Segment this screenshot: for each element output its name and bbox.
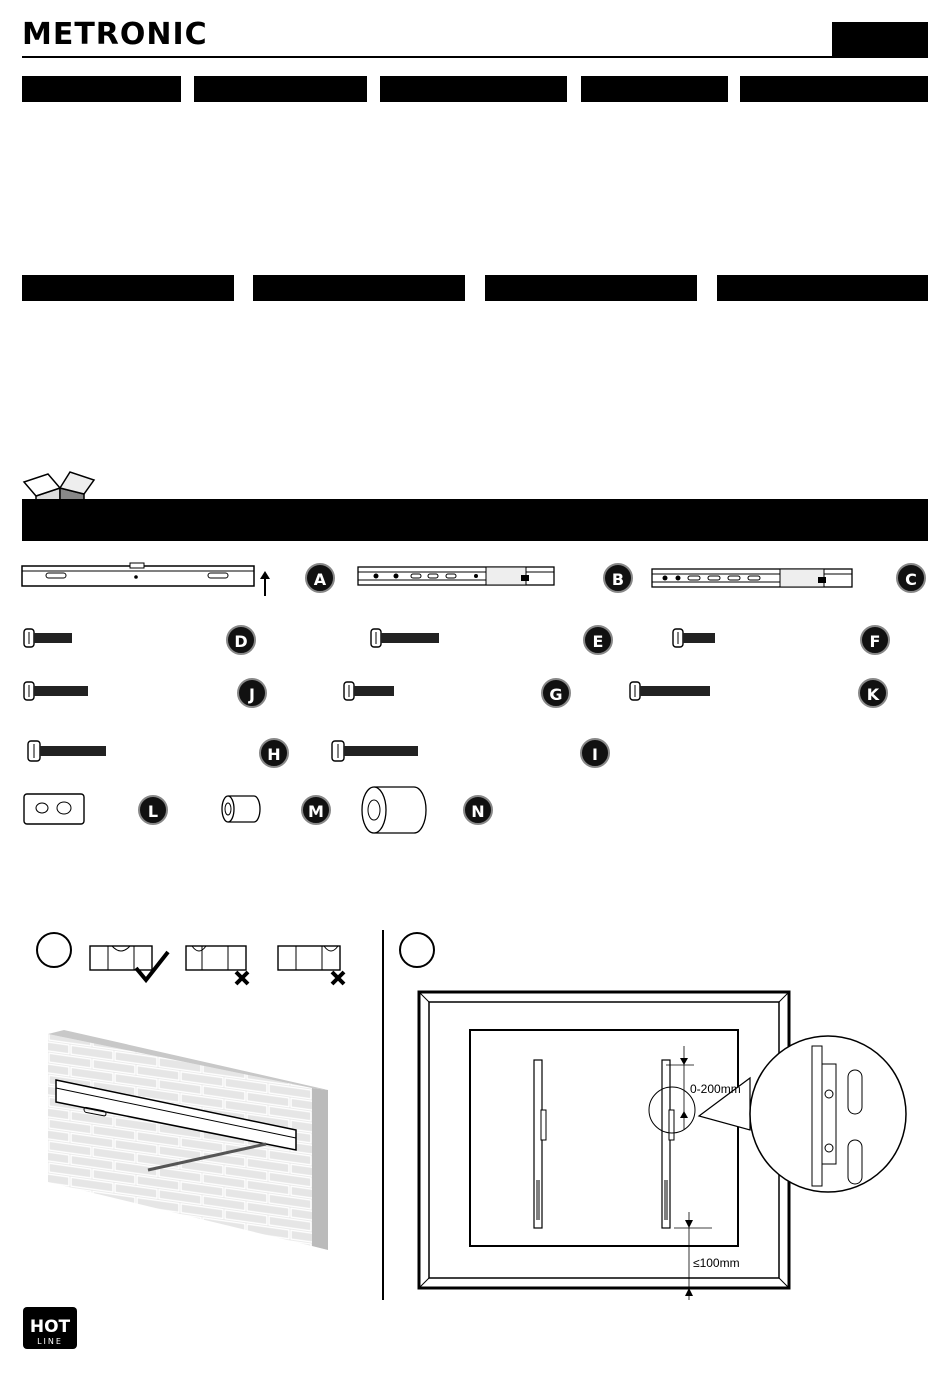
screw-d-drawing — [24, 628, 74, 648]
part-letter-d: D — [226, 625, 256, 655]
section-bar-9 — [717, 275, 928, 301]
column-divider — [382, 930, 384, 1300]
step-1-circle — [36, 932, 72, 968]
bracket-c-drawing — [650, 563, 856, 591]
part-letter-a: A — [305, 563, 335, 593]
screw-k-drawing — [630, 681, 712, 701]
brand-logo: METRONIC — [22, 17, 208, 52]
part-letter-g: G — [541, 678, 571, 708]
section-bar-7 — [253, 275, 465, 301]
spacer-n-drawing — [358, 785, 430, 835]
screw-j-drawing — [24, 681, 90, 701]
package-contents-bar — [22, 499, 928, 541]
hotline-logo — [22, 1306, 78, 1350]
screw-e-drawing — [371, 628, 441, 648]
part-letter-j: J — [237, 678, 267, 708]
section-bar-8 — [485, 275, 697, 301]
level-check-drawing — [88, 942, 368, 992]
header-rule — [22, 56, 928, 58]
part-letter-n: N — [463, 795, 493, 825]
part-letter-b: B — [603, 563, 633, 593]
tv-mount-diagram — [416, 990, 916, 1300]
screw-i-drawing — [332, 740, 422, 762]
wall-rail-drawing — [22, 563, 277, 599]
part-letter-e: E — [583, 625, 613, 655]
part-letter-m: M — [301, 795, 331, 825]
part-letter-f: F — [860, 625, 890, 655]
section-bar-3 — [380, 76, 567, 102]
part-letter-c: C — [896, 563, 926, 593]
part-letter-h: H — [259, 738, 289, 768]
svg-text:HOT: HOT — [29, 1317, 71, 1337]
bracket-b-drawing — [356, 563, 558, 589]
range-label: 0-200mm — [690, 1082, 741, 1096]
section-bar-6 — [22, 275, 234, 301]
section-bar-2 — [194, 76, 367, 102]
section-bar-1 — [22, 76, 181, 102]
screw-f-drawing — [673, 628, 717, 648]
spacer-m-drawing — [218, 794, 264, 824]
part-letter-i: I — [580, 738, 610, 768]
section-bar-5 — [740, 76, 928, 102]
screw-h-drawing — [28, 740, 110, 762]
part-letter-k: K — [858, 678, 888, 708]
screw-g-drawing — [344, 681, 396, 701]
max-distance-label: ≤100mm — [693, 1256, 740, 1270]
brick-wall-illustration — [48, 1030, 330, 1252]
step-2-circle — [399, 932, 435, 968]
svg-text:LINE: LINE — [37, 1337, 63, 1346]
part-letter-l: L — [138, 795, 168, 825]
language-tab — [832, 22, 928, 56]
section-bar-4 — [581, 76, 728, 102]
washer-l-drawing — [22, 790, 88, 830]
